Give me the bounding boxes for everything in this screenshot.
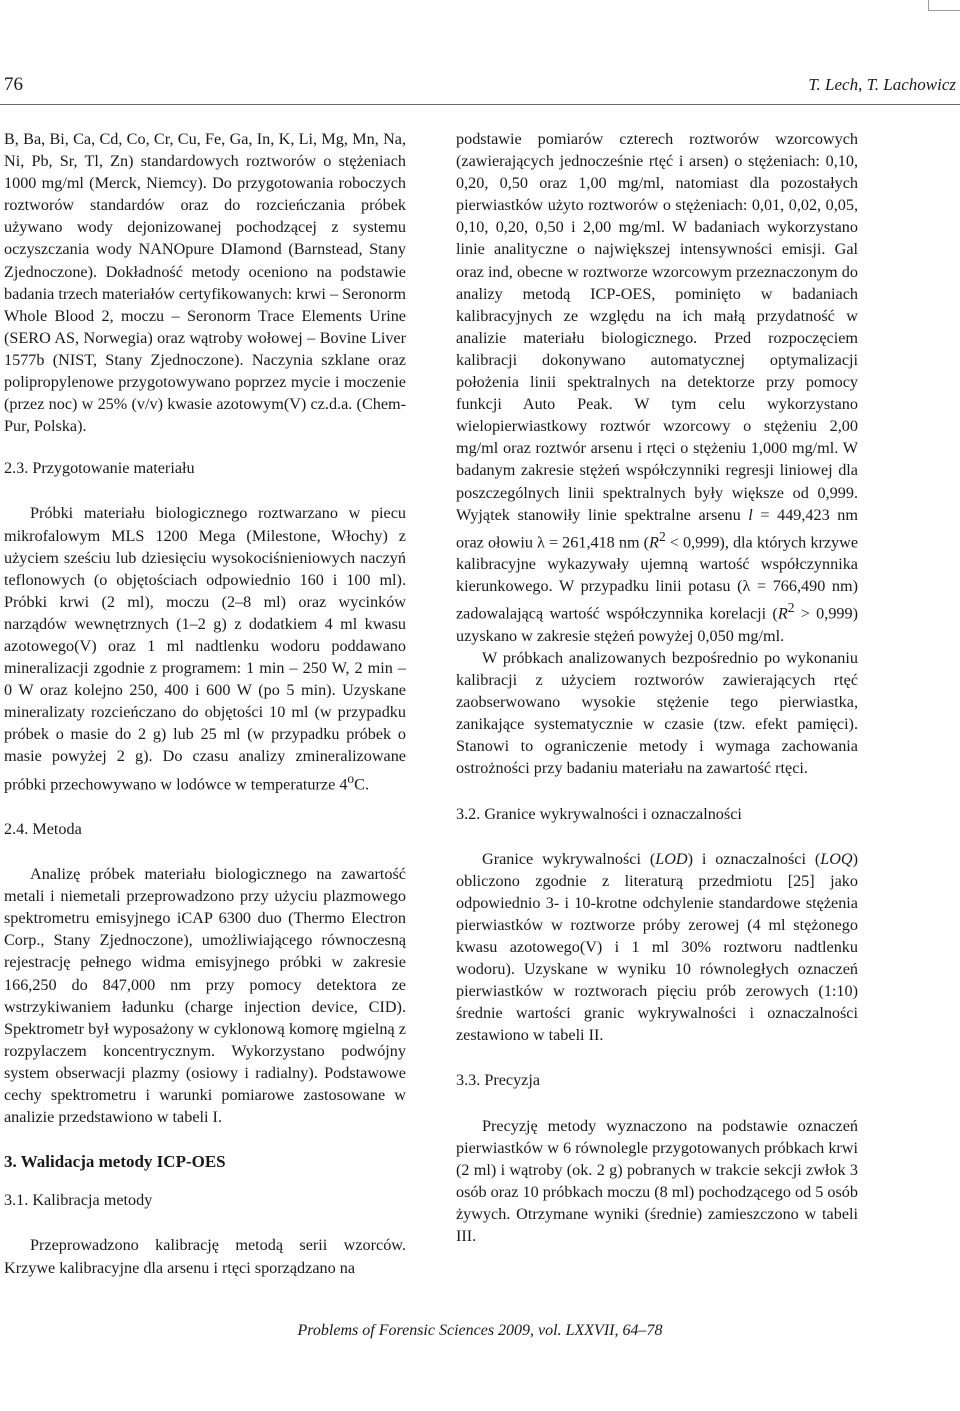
paragraph-reagents: B, Ba, Bi, Ca, Cd, Co, Cr, Cu, Fe, Ga, In, K, Li, Mg, Mn, Na, Ni, Pb, Sr, Tl, Zn) standardowych roztworów o stężeniach 1000 mg/ml (Merck, Niemcy). Do przygotowania roboczych roztworów standardów oraz do rozcieńczania próbek używano wody dejonizowanej pochodzącej z systemu oczyszczania wody NANOpure DIamond (Barnstead, Stany Zjednoczone). Dokładność metody oceniono na podstawie badania trzech materiałów certyfikowanych: krwi – Seronorm Whole Blood 2, moczu – Seronorm Trace Elements Urine (SERO AS, Norwegia) oraz wątroby wołowej – Bovine Liver 1577b (NIST, Stany Zjednoczone). Naczynia szklane oraz polipropylenowe przygotowywano poprzez mycie i moczenie (przez noc) w 25% (v/v) kwasie azotowym(V) cz.d.a. (Chem-Pur, Polska).: [4, 130, 406, 436]
section-heading-3-1: 3.1. Kalibracja metody: [4, 1191, 153, 1210]
section-heading-3: 3. Walidacja metody ICP-OES: [4, 1152, 226, 1172]
page-footer-citation: Problems of Forensic Sciences 2009, vol. LXXVII, 64–78: [297, 1322, 663, 1339]
header-rule: [0, 104, 960, 105]
section-heading-3-2: 3.2. Granice wykrywalności i oznaczalności: [456, 804, 742, 823]
page-header: [0, 70, 960, 102]
section-heading-2-3: 2.3. Przygotowanie materiału: [4, 459, 195, 478]
paragraph-calibration-cont: podstawie pomiarów czterech roztworów wzorcowych (zawierających jednocześnie rtęć i arsen) o stężeniach: 0,10, 0,20, 0,50 oraz 1,00 mg/ml, natomiast dla pozostałych pierwiastków użyto roztworów o stężeniach: 0,01, 0,02, 0,05, 0,10, 0,20, 0,50 i 2,00 mg/ml. W badaniach wykorzystano linie analityczne o największej intensywności emisji. Gal oraz ind, obecne w roztworze wzorcowym przeznaczonym do analizy metodą ICP-OES, pominięto w badaniach kalibracyjnych ze względu na ich małą przydatność w analizie materiału biologicznego. Przed rozpoczęciem kalibracji dokonywano automatycznej optymalizacji położenia linii spektralnych na detektorze przy pomocy funkcji Auto Peak. W tym celu wykorzystano wielopierwiastkowy roztwór wzorcowy o stężeniu 2,00 mg/ml oraz roztwór arsenu i rtęci o stężeniu 1,000 mg/ml. W badanym zakresie stężeń współczynniki regresji liniowej dla poszczególnych linii spektralnych były większe od 0,999. Wyjątek stanowiły linie spektralne arsenu l = 449,423 nm oraz ołowiu λ = 261,418 nm $(R^2 < 0,999)$, dla których krzywe kalibracyjne wykazywały ujemną wartość współczynnika kierunkowego. W przypadku linii potasu (λ = 766,490 nm) zadowalającą wartość współczynnika korelacji $(R^2 > 0,999)$ uzyskano w zakresie stężeń powyżej 0,050 mg/ml.: [456, 130, 858, 645]
paragraph-material-prep: Próbki materiału biologicznego roztwarzano w piecu mikrofalowym MLS 1200 Mega (Milestone, Włochy) z użyciem sześciu lub dziesięciu wysokociśnieniowych naczyń teflonowych (o objętościach odpowiednio 160 i 100 ml). Próbki krwi (2 ml), moczu (2–8 ml) oraz wycinków narządów wewnętrznych (1–2 g) z dodatkiem 4 ml kwasu azotowego(V) oraz 1 ml nadtlenku wodoru poddawano mineralizacji zgodnie z programem: 1 min – 250 W, 2 min – 0 W oraz kolejno 250, 400 i 600 W (po 5 min). Uzyskane mineralizaty rozcieńczano do objętości 10 ml (w przypadku próbek o masie do 2 g) lub 25 ml (w przypadku próbek o masie powyżej 2 g). Do czasu analizy zmineralizowane próbki przechowywano w lodówce w temperaturze 4$^o$C.: [4, 504, 406, 793]
paragraph-method: Analizę próbek materiału biologicznego na zawartość metali i niemetali przeprowadzono przy użyciu plazmowego spektrometru emisyjnego iCAP 6300 duo (Thermo Electron Corp., Stany Zjednoczone), umożliwiającego równoczesną rejestrację pełnego widma emisyjnego próbki w zakresie 166,250 do 847,000 nm przy pomocy detektora ze wstrzykiwaniem ładunku (charge injection device, CID). Spektrometr był wyposażony w cyklonową komorę mgielną z rozpylaczem koncentrycznym. Wykorzystano podwójny system obserwacji plazmy (osiowy i radialny). Podstawowe cechy spektrometru i warunki pomiarowe zastosowane w analizie przedstawiono w tabeli I.: [4, 865, 406, 1127]
paragraph-detection-limits: Granice wykrywalności (LOD) i oznaczalności (LOQ) obliczono zgodnie z literaturą przedmiotu [25] jako odpowiednio 3- i 10-krotne odchylenie standardowe stężenia pierwiastków w roztworze próby zerowej (4 ml stężonego kwasu azotowego(V) i 1 ml 30% roztworu nadtlenku wodoru). Uzyskane w wyniku 10 równoległych oznaczeń pierwiastków w roztworach pięciu prób zerowych (1:10) średnie wartości granic wykrywalności i oznaczalności zestawiono w tabeli II.: [456, 849, 858, 1045]
left-column: [4, 128, 406, 1279]
paragraph-calibration: Przeprowadzono kalibrację metodą serii wzorców. Krzywe kalibracyjne dla arsenu i rtęci sporządzano na: [4, 1236, 406, 1277]
running-head: T. Lech, T. Lachowicz: [808, 75, 956, 94]
paragraph-memory-effect: W próbkach analizowanych bezpośrednio po wykonaniu kalibracji z użyciem roztworów zawierających rtęć zaobserwowano wysokie stężenie tego pierwiastka, zanikające systematycznie w czasie (tzw. efekt pamięci). Stanowi to ograniczenie metody i wymaga zachowania ostrożności przy badaniu materiału na zawartość rtęci.: [456, 648, 858, 778]
section-heading-2-4: 2.4. Metoda: [4, 820, 82, 839]
page-number: 76: [4, 74, 23, 95]
right-column: [456, 128, 858, 1247]
section-heading-3-3: 3.3. Precyzja: [456, 1071, 541, 1090]
paragraph-precision: Precyzję metody wyznaczono na podstawie oznaczeń pierwiastków w 6 równolegle przygotowanych próbkach krwi (2 ml) i wątroby (ok. 2 g) pobranych w trakcie sekcji zwłok 3 osób oraz 10 próbkach moczu (8 ml) pochodzącego od 5 osób żywych. Otrzymane wyniki (średnie) zamieszczono w tabeli III.: [456, 1116, 858, 1245]
page-corner-mark: [928, 0, 960, 11]
